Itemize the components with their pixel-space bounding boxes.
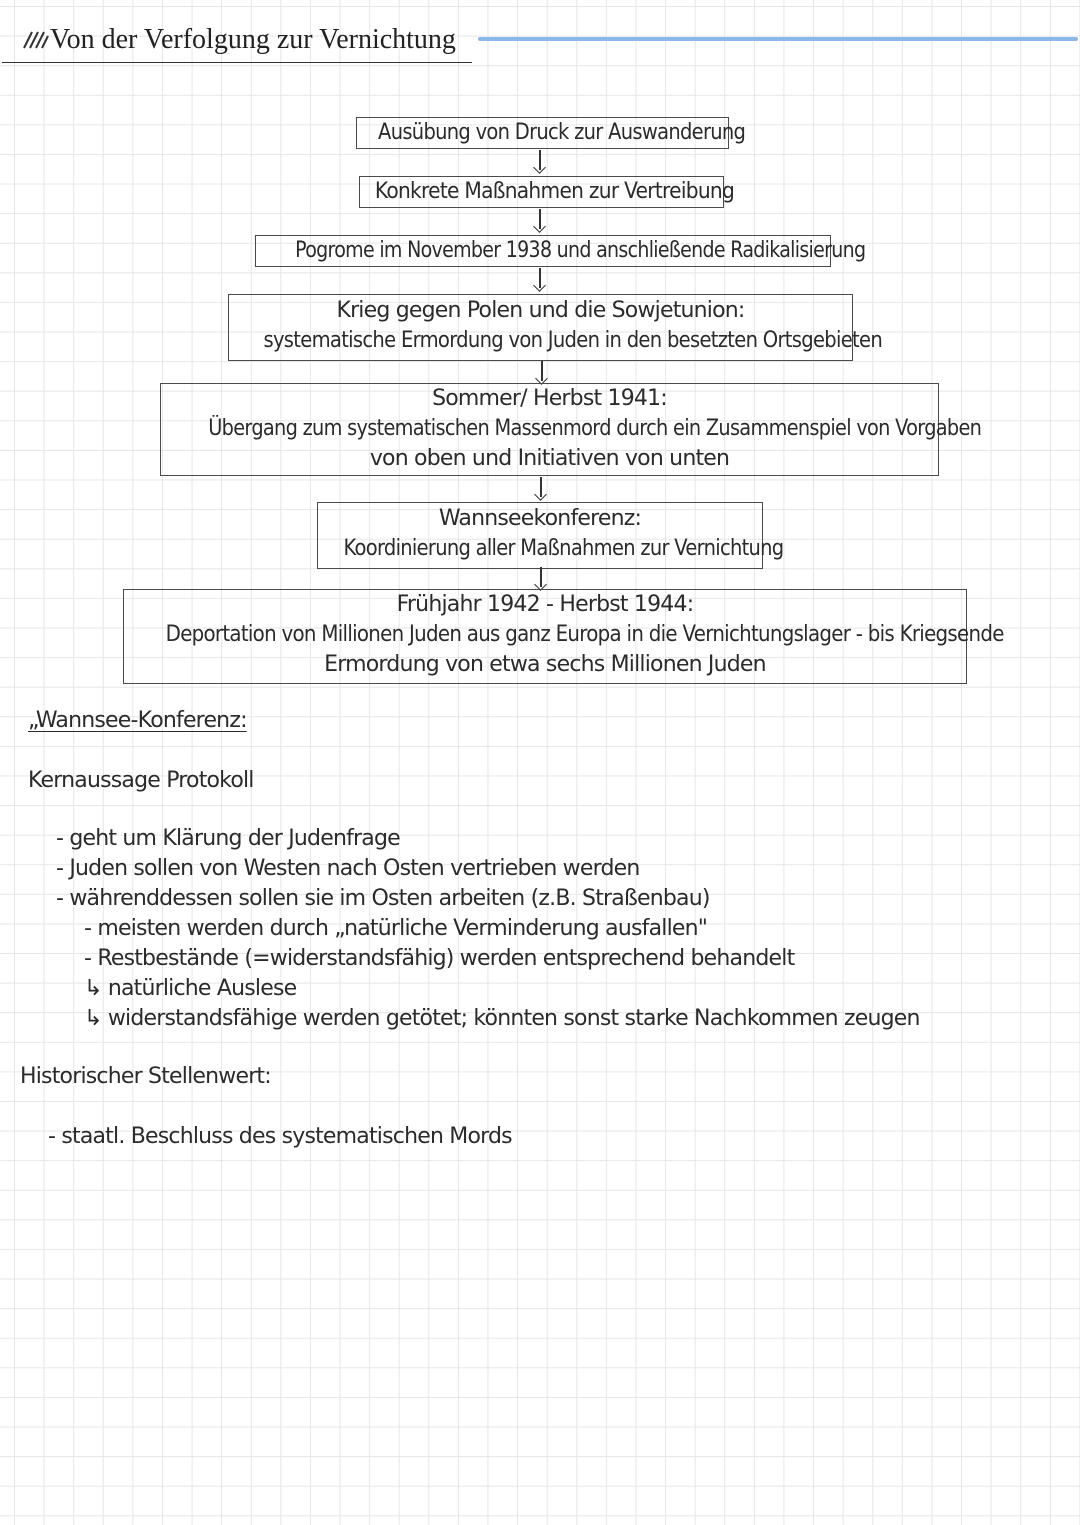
flow-step-2 — [359, 176, 735, 208]
flow-step-6 — [317, 502, 784, 569]
flow-step-7 — [123, 589, 1004, 684]
arrow-down-icon — [534, 209, 546, 233]
flow-step-5-line-2: Übergang zum systematischen Massenmord durch ein Zusammenspiel von Vorgaben — [208, 416, 982, 441]
flow-step-4-line-2: systematische Ermordung von Juden in den besetzten Ortsgebieten — [263, 328, 883, 353]
flow-step-3 — [255, 235, 866, 267]
flow-step-4-line-1: Krieg gegen Polen und die Sowjetunion: — [336, 298, 745, 323]
historical-heading: Historischer Stellenwert: — [20, 1064, 271, 1089]
flow-step-6-line-1: Wannseekonferenz: — [438, 506, 642, 531]
flow-step-3-text: Pogrome im November 1938 und anschließende Radikalisierung — [295, 238, 866, 263]
arrow-down-icon — [535, 477, 547, 501]
flow-step-2-text: Konkrete Maßnahmen zur Vertreibung — [374, 179, 735, 204]
flow-step-4 — [228, 294, 883, 361]
flow-step-5-line-3: von oben und Initiativen von unten — [369, 446, 730, 471]
page-title: Von der Verfolgung zur Vernichtung — [50, 24, 456, 55]
protocol-point: - währenddessen sollen sie im Osten arbeiten (z.B. Straßenbau) — [56, 886, 710, 911]
arrow-down-icon — [534, 150, 546, 174]
arrow-down-icon — [536, 361, 548, 385]
sub-heading-protokoll: Kernaussage Protokoll — [28, 768, 254, 793]
protocol-consequence: ↳ natürliche Auslese — [84, 976, 297, 1001]
flow-step-5 — [160, 383, 982, 476]
flow-step-7-line-3: Ermordung von etwa sechs Millionen Juden — [324, 652, 766, 677]
flow-step-7-line-1: Frühjahr 1942 - Herbst 1944: — [396, 592, 694, 617]
historical-point: - staatl. Beschluss des systematischen Mords — [48, 1124, 512, 1149]
protocol-subpoint: - Restbestände (=widerstandsfähig) werden entsprechend behandelt — [84, 946, 795, 971]
section-heading-wannsee: „Wannsee-Konferenz: — [28, 708, 247, 733]
page-title-area — [2, 22, 472, 63]
flow-step-1 — [356, 117, 746, 149]
flow-step-6-line-2: Koordinierung aller Maßnahmen zur Vernichtung — [343, 536, 784, 561]
protocol-point: - geht um Klärung der Judenfrage — [56, 826, 400, 851]
title-accent-line — [478, 37, 1078, 41]
flow-step-1-text: Ausübung von Druck zur Auswanderung — [378, 120, 746, 145]
hatch-mark-icon — [22, 26, 50, 54]
flow-step-7-line-2: Deportation von Millionen Juden aus ganz Europa in die Vernichtungslager - bis Kriegsende — [165, 622, 1004, 647]
protocol-consequence: ↳ widerstandsfähige werden getötet; könnten sonst starke Nachkommen zeugen — [84, 1006, 920, 1031]
arrow-down-icon — [535, 567, 547, 591]
arrow-down-icon — [534, 268, 546, 292]
protocol-point: - Juden sollen von Westen nach Osten vertrieben werden — [56, 856, 640, 881]
protocol-subpoint: - meisten werden durch „natürliche Verminderung ausfallen" — [84, 916, 708, 941]
flow-step-5-line-1: Sommer/ Herbst 1941: — [432, 386, 667, 411]
